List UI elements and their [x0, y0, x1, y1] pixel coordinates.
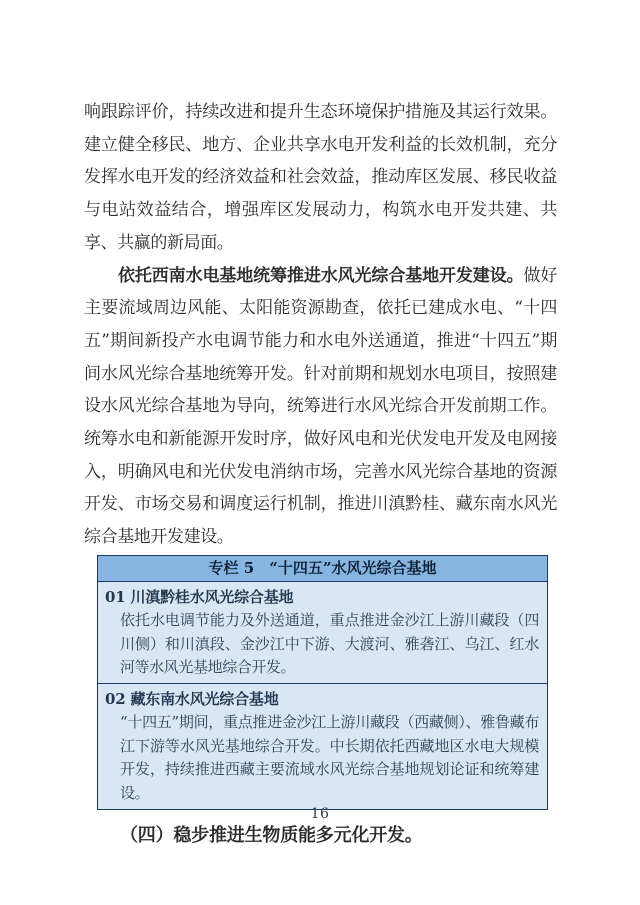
paragraph-lead-bold: 依托西南水电基地统筹推进水风光综合基地开发建设。	[118, 265, 524, 286]
section-heading-four: （四）稳步推进生物质能多元化开发。	[120, 824, 423, 846]
page-content	[84, 96, 557, 851]
column-box-5	[97, 555, 548, 810]
box-item-02-body: “十四五”期间，重点推进金沙江上游川藏段（西藏侧）、雅鲁藏布江下游等水风光基地综合开发。中长期依托西藏地区水电大规模开发，持续推进西藏主要流域水风光综合基地规划论证和统筹建设。	[120, 712, 539, 803]
box-item-01	[98, 582, 547, 683]
box-item-01-heading: 01 川滇黔桂水风光综合基地	[105, 587, 294, 606]
page-number: 16	[310, 806, 330, 822]
box-item-01-body: 依托水电调节能力及外送通道，重点推进金沙江上游川藏段（四川侧）和川滇段、金沙江中下游、大渡河、雅砻江、乌江、红水河等水风光基地综合开发。	[120, 610, 539, 677]
paragraph-integrated-base	[84, 260, 557, 554]
paragraph-hydropower-benefits: 响跟踪评价，持续改进和提升生态环境保护措施及其运行效果。建立健全移民、地方、企业共享水电开发利益的长效机制，充分发挥水电开发的经济效益和社会效益，推动库区发展、移民收益与电站效益结合，增强库区发展动力，构筑水电开发共建、共享、共赢的新局面。	[84, 102, 557, 253]
box-item-02-heading: 02 藏东南水风光综合基地	[105, 689, 279, 708]
column-box-title: 专栏 5 “十四五”水风光综合基地	[98, 556, 547, 582]
paragraph-body-text: 做好主要流域周边风能、太阳能资源勘查，依托已建成水电、“十四五”期间新投产水电调节能力和水电外送通道，推进“十四五”期间水风光综合基地统筹开发。针对前期和规划水电项目，按照建设水风光综合基地为导向，统筹进行水风光综合开发前期工作。统筹水电和新能源开发时序，做好风电和光伏发电开发及电网接入，明确风电和光伏发电消纳市场，完善水风光综合基地的资源开发、市场交易和调度运行机制，推进川滇黔桂、藏东南水风光综合基地开发建设。	[84, 265, 557, 548]
box-item-02	[98, 683, 547, 809]
